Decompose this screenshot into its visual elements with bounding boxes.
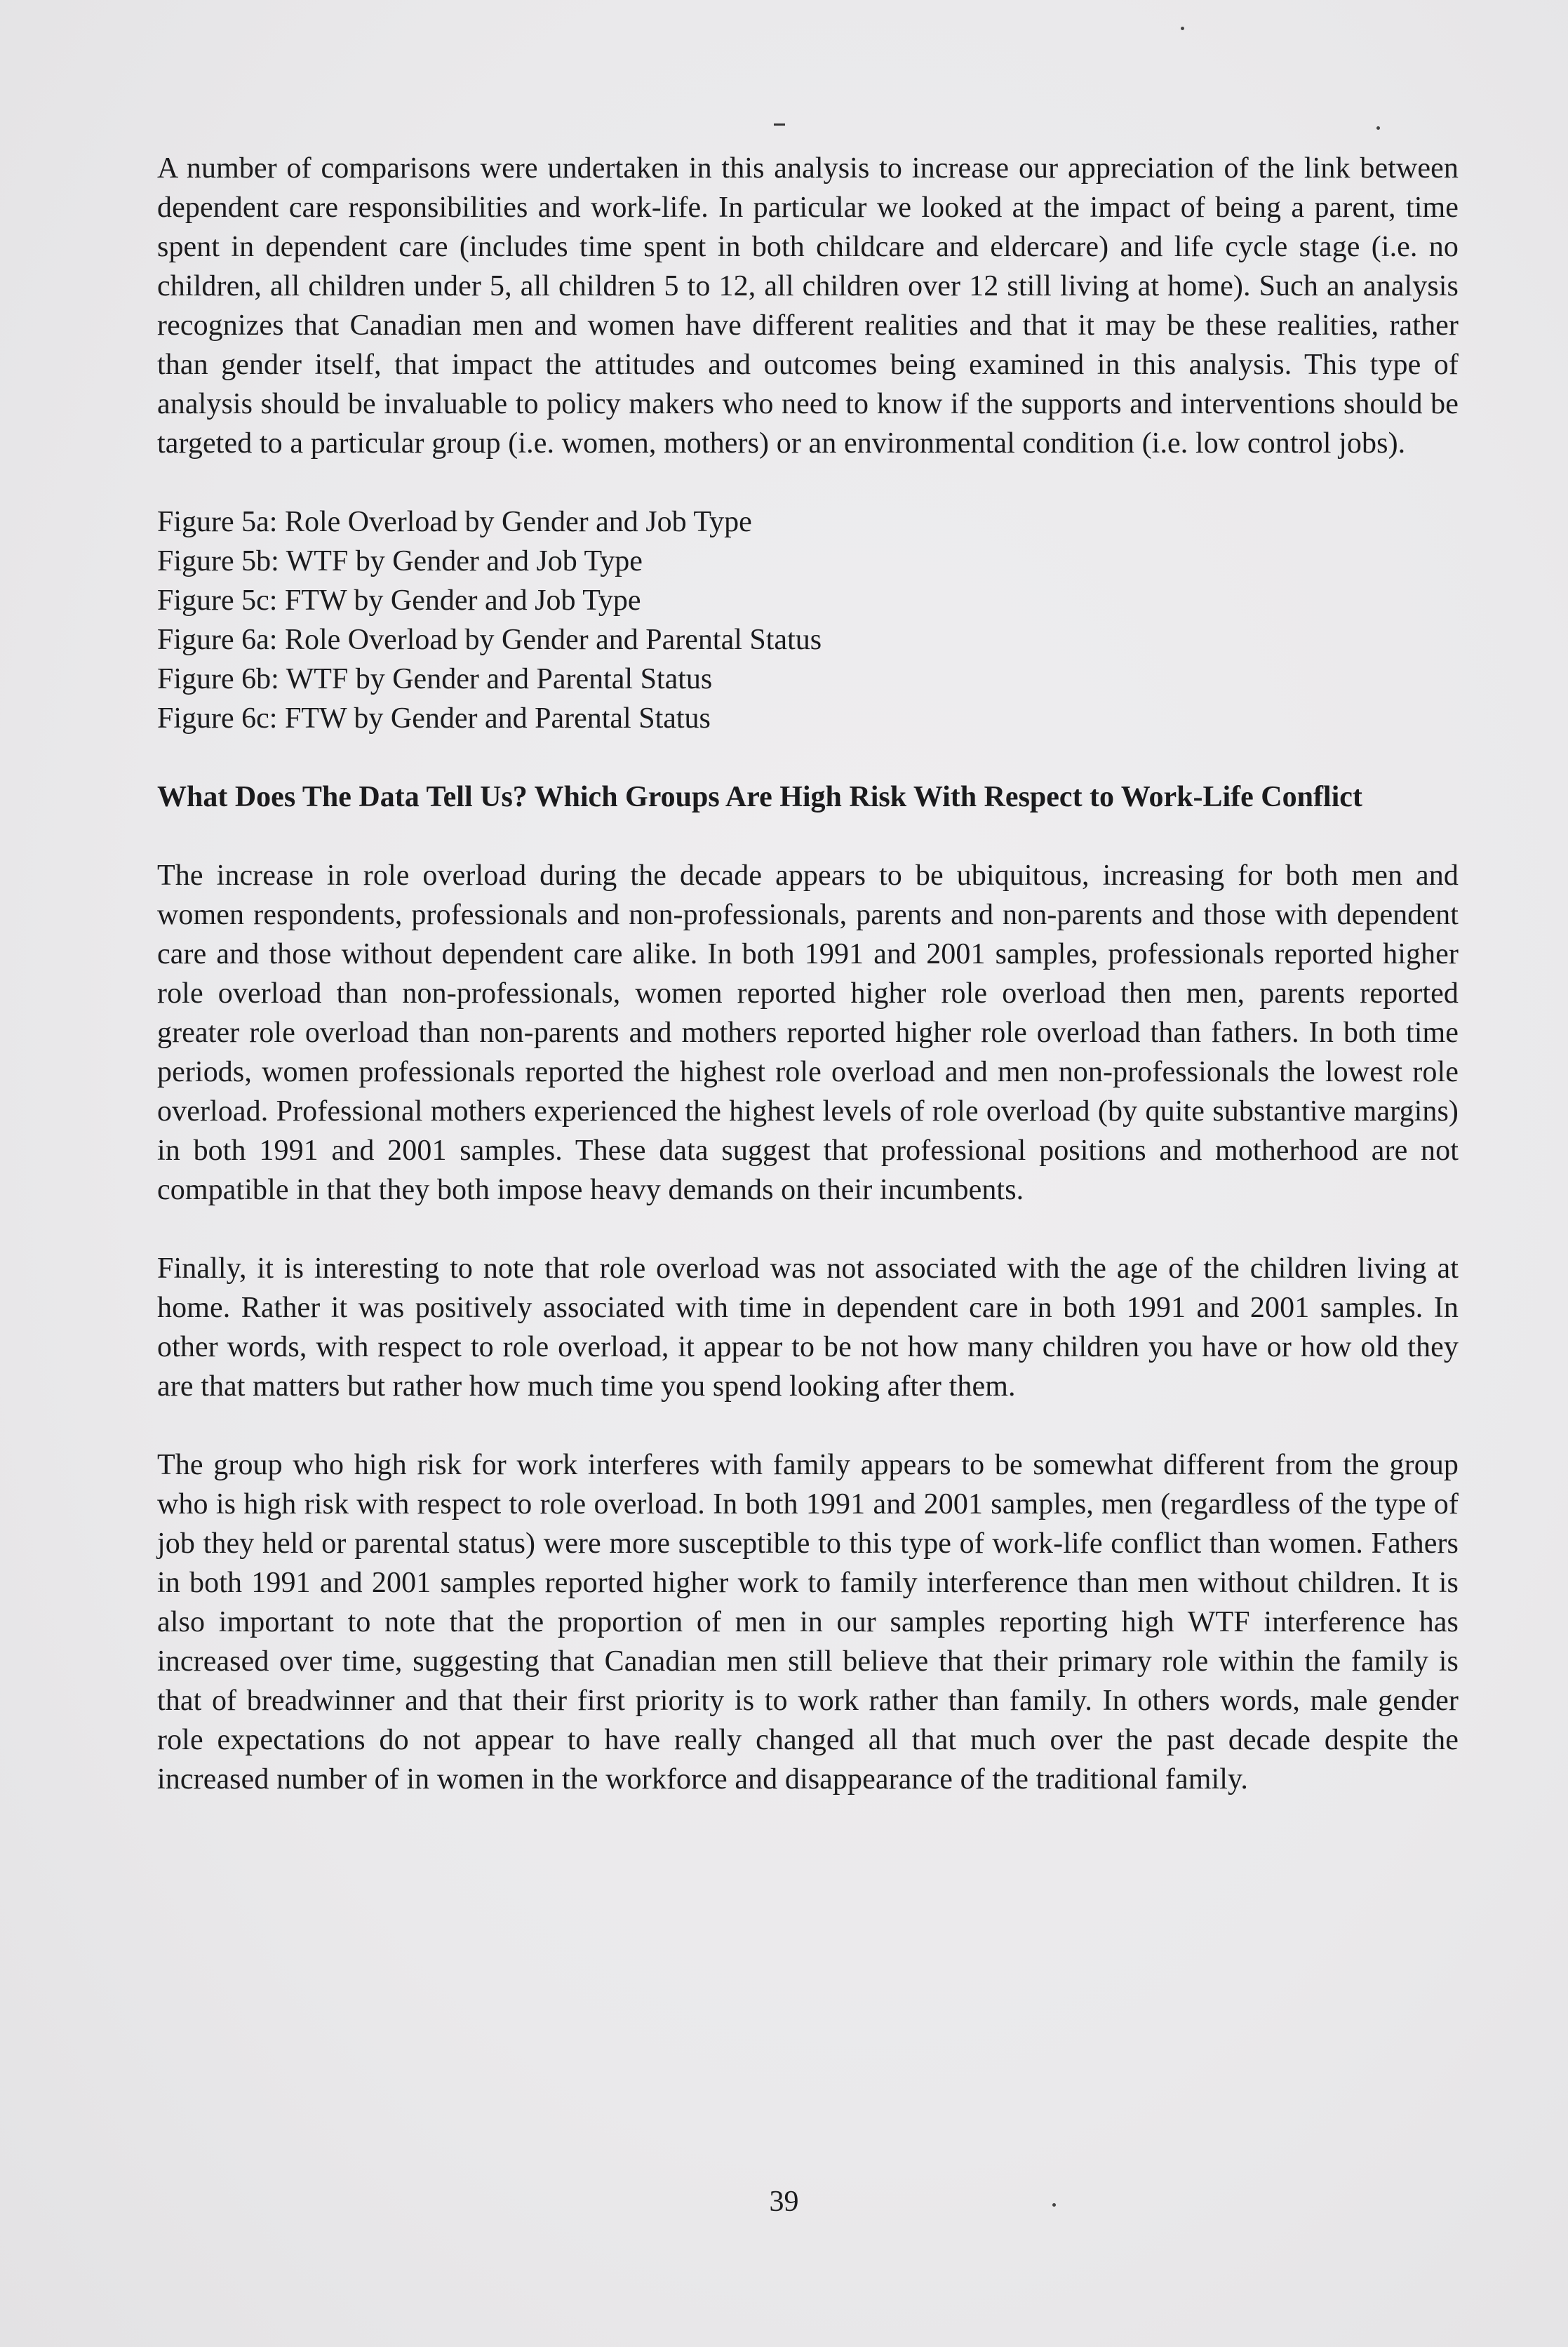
body-paragraph-children-age: Finally, it is interesting to note that role overload was not associated with the age of the children living at home. Rather it was positively associated with time in dependent care in both 1991 and 2001 samples. In other words, with respect to role overload, it appear to be not how many children you have or how old they are that matters but rather how much time you spend looking after them. [157,1252,1459,1403]
figure-list [157,502,1459,738]
page-number: 39 [769,2186,799,2218]
figure-list-item: Figure 5c: FTW by Gender and Job Type [157,584,641,617]
section-heading: What Does The Data Tell Us? Which Groups Are High Risk With Respect to Work-Life Conflict [157,781,1362,813]
figure-list-item: Figure 5b: WTF by Gender and Job Type [157,545,643,577]
intro-paragraph: A number of comparisons were undertaken in this analysis to increase our appreciation of the link between dependent care responsibilities and work-life. In particular we looked at the impact of being a parent, time spent in dependent care (includes time spent in both childcare and eldercare) and life cycle stage (i.e. no children, all children under 5, all children 5 to 12, all children over 12 still living at home). Such an analysis recognizes that Canadian men and women have different realities and that it may be these realities, rather than gender itself, that impact the attitudes and outcomes being examined in this analysis. This type of analysis should be invaluable to policy makers who need to know if the supports and interventions should be targeted to a particular group (i.e. women, mothers) or an environmental condition (i.e. low control jobs). [157,152,1459,460]
figure-list-item: Figure 5a: Role Overload by Gender and Job Type [157,506,752,538]
body-paragraph-role-overload: The increase in role overload during the decade appears to be ubiquitous, increasing for both men and women respondents, professionals and non-professionals, parents and non-parents and those with dependent care and those without dependent care alike. In both 1991 and 2001 samples, professionals reported higher role overload than non-professionals, women reported higher role overload then men, parents reported greater role overload than non-parents and mothers reported higher role overload than fathers. In both time periods, women professionals reported the highest role overload and men non-professionals the lowest role overload. Professional mothers experienced the highest levels of role overload (by quite substantive margins) in both 1991 and 2001 samples. These data suggest that professional positions and motherhood are not compatible in that they both impose heavy demands on their incumbents. [157,860,1459,1206]
figure-list-item: Figure 6c: FTW by Gender and Parental Status [157,702,711,735]
figure-list-item: Figure 6a: Role Overload by Gender and Parental Status [157,624,822,656]
figure-list-item: Figure 6b: WTF by Gender and Parental Status [157,663,713,695]
document-body [157,149,1459,1799]
scan-mark [774,123,785,126]
scan-speck [1181,27,1184,30]
scan-speck [1376,126,1380,130]
body-paragraph-wtf-risk: The group who high risk for work interferes with family appears to be somewhat different from the group who is high risk with respect to role overload. In both 1991 and 2001 samples, men (regardless of the type of job they held or parental status) were more susceptible to this type of work-life conflict than women. Fathers in both 1991 and 2001 samples reported higher work to family interference than men without children. It is also important to note that the proportion of men in our samples reporting high WTF interference has increased over time, suggesting that Canadian men still believe that their primary role within the family is that of breadwinner and that their first priority is to work rather than family. In others words, male gender role expectations do not appear to have really changed all that much over the past decade despite the increased number of in women in the workforce and disappearance of the traditional family. [157,1449,1459,1796]
